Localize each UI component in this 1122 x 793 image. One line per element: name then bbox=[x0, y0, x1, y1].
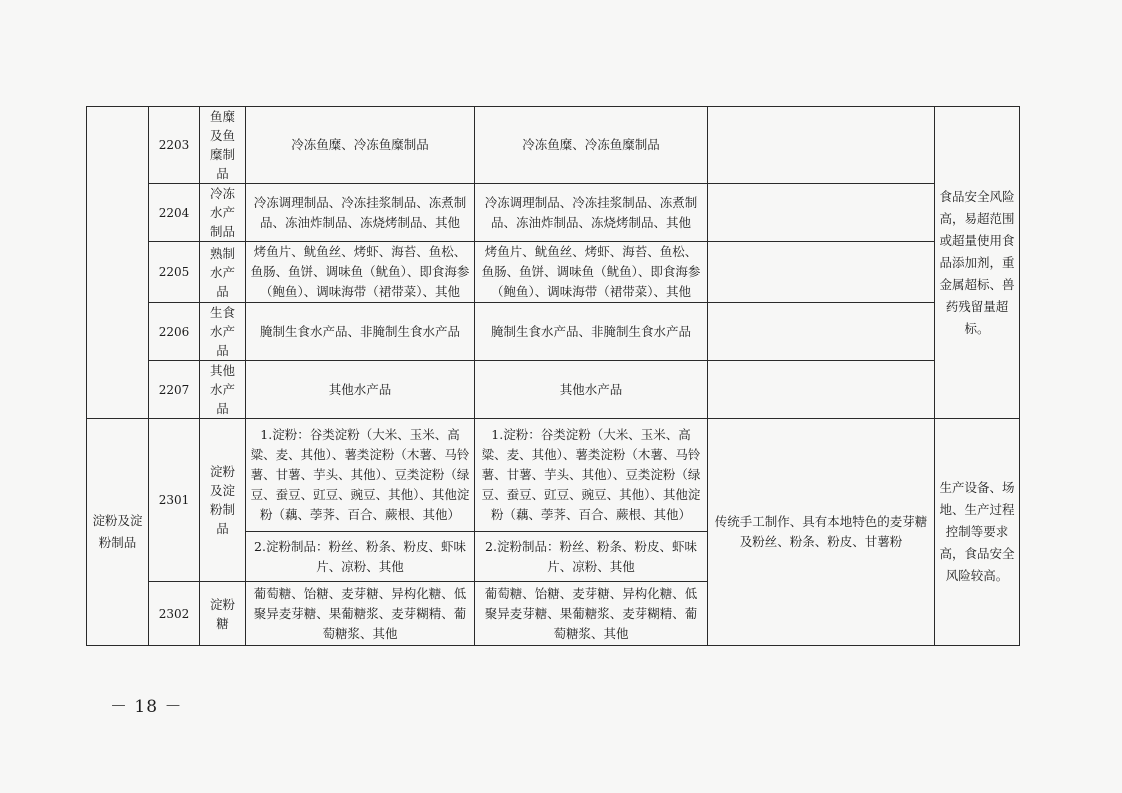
exception-cell: 传统手工制作、具有本地特色的麦芽糖及粉丝、粉条、粉皮、甘薯粉 bbox=[708, 419, 935, 646]
table-row bbox=[87, 107, 1020, 184]
name-cell: 其他水产品 bbox=[200, 361, 246, 419]
products-cell: 冷冻调理制品、冷冻挂浆制品、冻煮制品、冻油炸制品、冻烧烤制品、其他 bbox=[246, 184, 475, 242]
products-cell: 冷冻鱼糜、冷冻鱼糜制品 bbox=[246, 107, 475, 184]
exception-cell bbox=[708, 184, 935, 242]
name-cell: 生食水产品 bbox=[200, 303, 246, 361]
name-cell: 淀粉及淀粉制品 bbox=[200, 419, 246, 582]
products-cell: 其他水产品 bbox=[246, 361, 475, 419]
category-cell: 淀粉及淀粉制品 bbox=[87, 419, 149, 646]
food-category-table bbox=[86, 106, 1020, 646]
table-row bbox=[87, 361, 1020, 419]
name-cell: 鱼糜及鱼糜制品 bbox=[200, 107, 246, 184]
name-cell: 冷冻水产制品 bbox=[200, 184, 246, 242]
category-cell-empty bbox=[87, 107, 149, 419]
code-cell: 2301 bbox=[149, 419, 200, 582]
exception-cell bbox=[708, 242, 935, 303]
code-cell: 2207 bbox=[149, 361, 200, 419]
reason-cell: 生产设备、场地、生产过程控制等要求高，食品安全风险较高。 bbox=[935, 419, 1020, 646]
exempted-cell: 烤鱼片、鱿鱼丝、烤虾、海苔、鱼松、鱼肠、鱼饼、调味鱼（鱿鱼）、即食海参（鲍鱼）、调味海带（裙带菜）、其他 bbox=[475, 242, 708, 303]
name-cell: 淀粉糖 bbox=[200, 582, 246, 646]
exempted-cell: 冷冻鱼糜、冷冻鱼糜制品 bbox=[475, 107, 708, 184]
table-row bbox=[87, 419, 1020, 532]
exception-cell bbox=[708, 107, 935, 184]
exception-cell bbox=[708, 303, 935, 361]
code-cell: 2203 bbox=[149, 107, 200, 184]
code-cell: 2205 bbox=[149, 242, 200, 303]
exempted-cell: 1.淀粉：谷类淀粉（大米、玉米、高粱、麦、其他）、薯类淀粉（木薯、马铃薯、甘薯、芋头、其他）、豆类淀粉（绿豆、蚕豆、豇豆、豌豆、其他）、其他淀粉（藕、荸荠、百合、蕨根、其他） bbox=[475, 419, 708, 532]
reason-cell: 食品安全风险高，易超范围或超量使用食品添加剂，重金属超标、兽药残留量超标。 bbox=[935, 107, 1020, 419]
code-cell: 2204 bbox=[149, 184, 200, 242]
page-number: － 18 － bbox=[110, 697, 183, 717]
exempted-cell: 葡萄糖、饴糖、麦芽糖、异构化糖、低聚异麦芽糖、果葡糖浆、麦芽糊精、葡萄糖浆、其他 bbox=[475, 582, 708, 646]
table-row bbox=[87, 303, 1020, 361]
exception-cell bbox=[708, 361, 935, 419]
table-row bbox=[87, 184, 1020, 242]
code-cell: 2302 bbox=[149, 582, 200, 646]
code-cell: 2206 bbox=[149, 303, 200, 361]
products-cell: 葡萄糖、饴糖、麦芽糖、异构化糖、低聚异麦芽糖、果葡糖浆、麦芽糊精、葡萄糖浆、其他 bbox=[246, 582, 475, 646]
products-cell: 1.淀粉：谷类淀粉（大米、玉米、高粱、麦、其他）、薯类淀粉（木薯、马铃薯、甘薯、芋头、其他）、豆类淀粉（绿豆、蚕豆、豇豆、豌豆、其他）、其他淀粉（藕、荸荠、百合、蕨根、其他） bbox=[246, 419, 475, 532]
table-row bbox=[87, 242, 1020, 303]
exempted-cell: 其他水产品 bbox=[475, 361, 708, 419]
products-cell: 烤鱼片、鱿鱼丝、烤虾、海苔、鱼松、鱼肠、鱼饼、调味鱼（鱿鱼）、即食海参（鲍鱼）、调味海带（裙带菜）、其他 bbox=[246, 242, 475, 303]
exempted-cell: 冷冻调理制品、冷冻挂浆制品、冻煮制品、冻油炸制品、冻烧烤制品、其他 bbox=[475, 184, 708, 242]
name-cell: 熟制水产品 bbox=[200, 242, 246, 303]
products-cell: 腌制生食水产品、非腌制生食水产品 bbox=[246, 303, 475, 361]
exempted-cell: 腌制生食水产品、非腌制生食水产品 bbox=[475, 303, 708, 361]
exempted-cell: 2.淀粉制品：粉丝、粉条、粉皮、虾味片、凉粉、其他 bbox=[475, 532, 708, 582]
products-cell: 2.淀粉制品：粉丝、粉条、粉皮、虾味片、凉粉、其他 bbox=[246, 532, 475, 582]
